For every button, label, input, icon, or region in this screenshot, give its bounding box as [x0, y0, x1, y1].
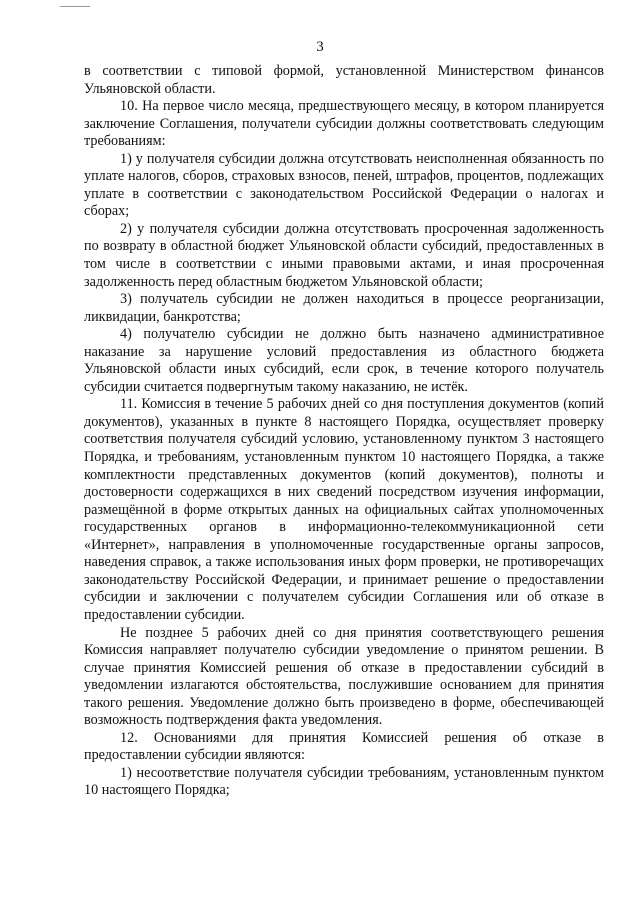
page-number: 3	[316, 39, 324, 55]
paragraph: 11. Комиссия в течение 5 рабочих дней со дня поступления документов (копий документов), указанных в пункте 8 настоящего Порядка, осуществляет проверку соответствия получателя субсидий условию, установленному пунктом 3 настоящего Порядка, и требованиям, установленным пунктом 10 настоящего Порядка, а также комплектности представленных документов (копий документов), полноты и достоверности содержащихся в них сведений посредством изучения информации, размещённой в форме открытых данных на официальных сайтах уполномоченных государственных органов в информационно-телекоммуникационной сети «Интернет», направления в уполномоченные государственные органы запросов, наведения справок, а также использования иных форм проверки, не противоречащих законодательству Российской Федерации, и принимает решение о предоставлении субсидии и заключении с получателем субсидии Соглашения или об отказе в предоставлении субсидии.	[84, 396, 604, 623]
document-body	[84, 63, 604, 800]
paragraph: Не позднее 5 рабочих дней со дня принятия соответствующего решения Комиссия направляет получателю субсидии уведомление о принятом решении. В случае принятия Комиссией решения об отказе в предоставлении субсидий в уведомлении излагаются обстоятельства, послужившие основанием для принятия такого решения. Уведомление должно быть произведено в форме, обеспечивающей возможность подтверждения факта уведомления.	[84, 624, 604, 729]
paragraph: в соответствии с типовой формой, установленной Министерством финансов Ульяновской области.	[84, 63, 604, 97]
paragraph: 1) несоответствие получателя субсидии требованиям, установленным пунктом 10 настоящего Порядка;	[84, 764, 604, 799]
paragraph: 1) у получателя субсидии должна отсутствовать неисполненная обязанность по уплате налогов, сборов, страховых взносов, пеней, штрафов, процентов, подлежащих уплате в соответствии с законодательством Российской Федерации о налогах и сборах;	[84, 150, 604, 220]
paragraph: 2) у получателя субсидии должна отсутствовать просроченная задолженность по возврату в областной бюджет Ульяновской области субсидий, предоставленных в том числе в соответствии с иными правовыми актами, и иная просроченная задолженность перед областным бюджетом Ульяновской области;	[84, 220, 604, 290]
paragraph: 10. На первое число месяца, предшествующего месяцу, в котором планируется заключение Соглашения, получатели субсидии должны соответствовать следующим требованиям:	[84, 98, 604, 150]
paragraph: 4) получателю субсидии не должно быть назначено административное наказание за нарушение условий предоставления из областного бюджета Ульяновской области иных субсидий, если срок, в течение которого получатель субсидии считается подвергнутым такому наказанию, не истёк.	[84, 326, 604, 395]
paragraph: 12. Основаниями для принятия Комиссией решения об отказе в предоставлении субсидии являются:	[84, 729, 604, 764]
scan-mark	[60, 6, 90, 7]
paragraph: 3) получатель субсидии не должен находиться в процессе реорганизации, ликвидации, банкротства;	[84, 291, 604, 325]
